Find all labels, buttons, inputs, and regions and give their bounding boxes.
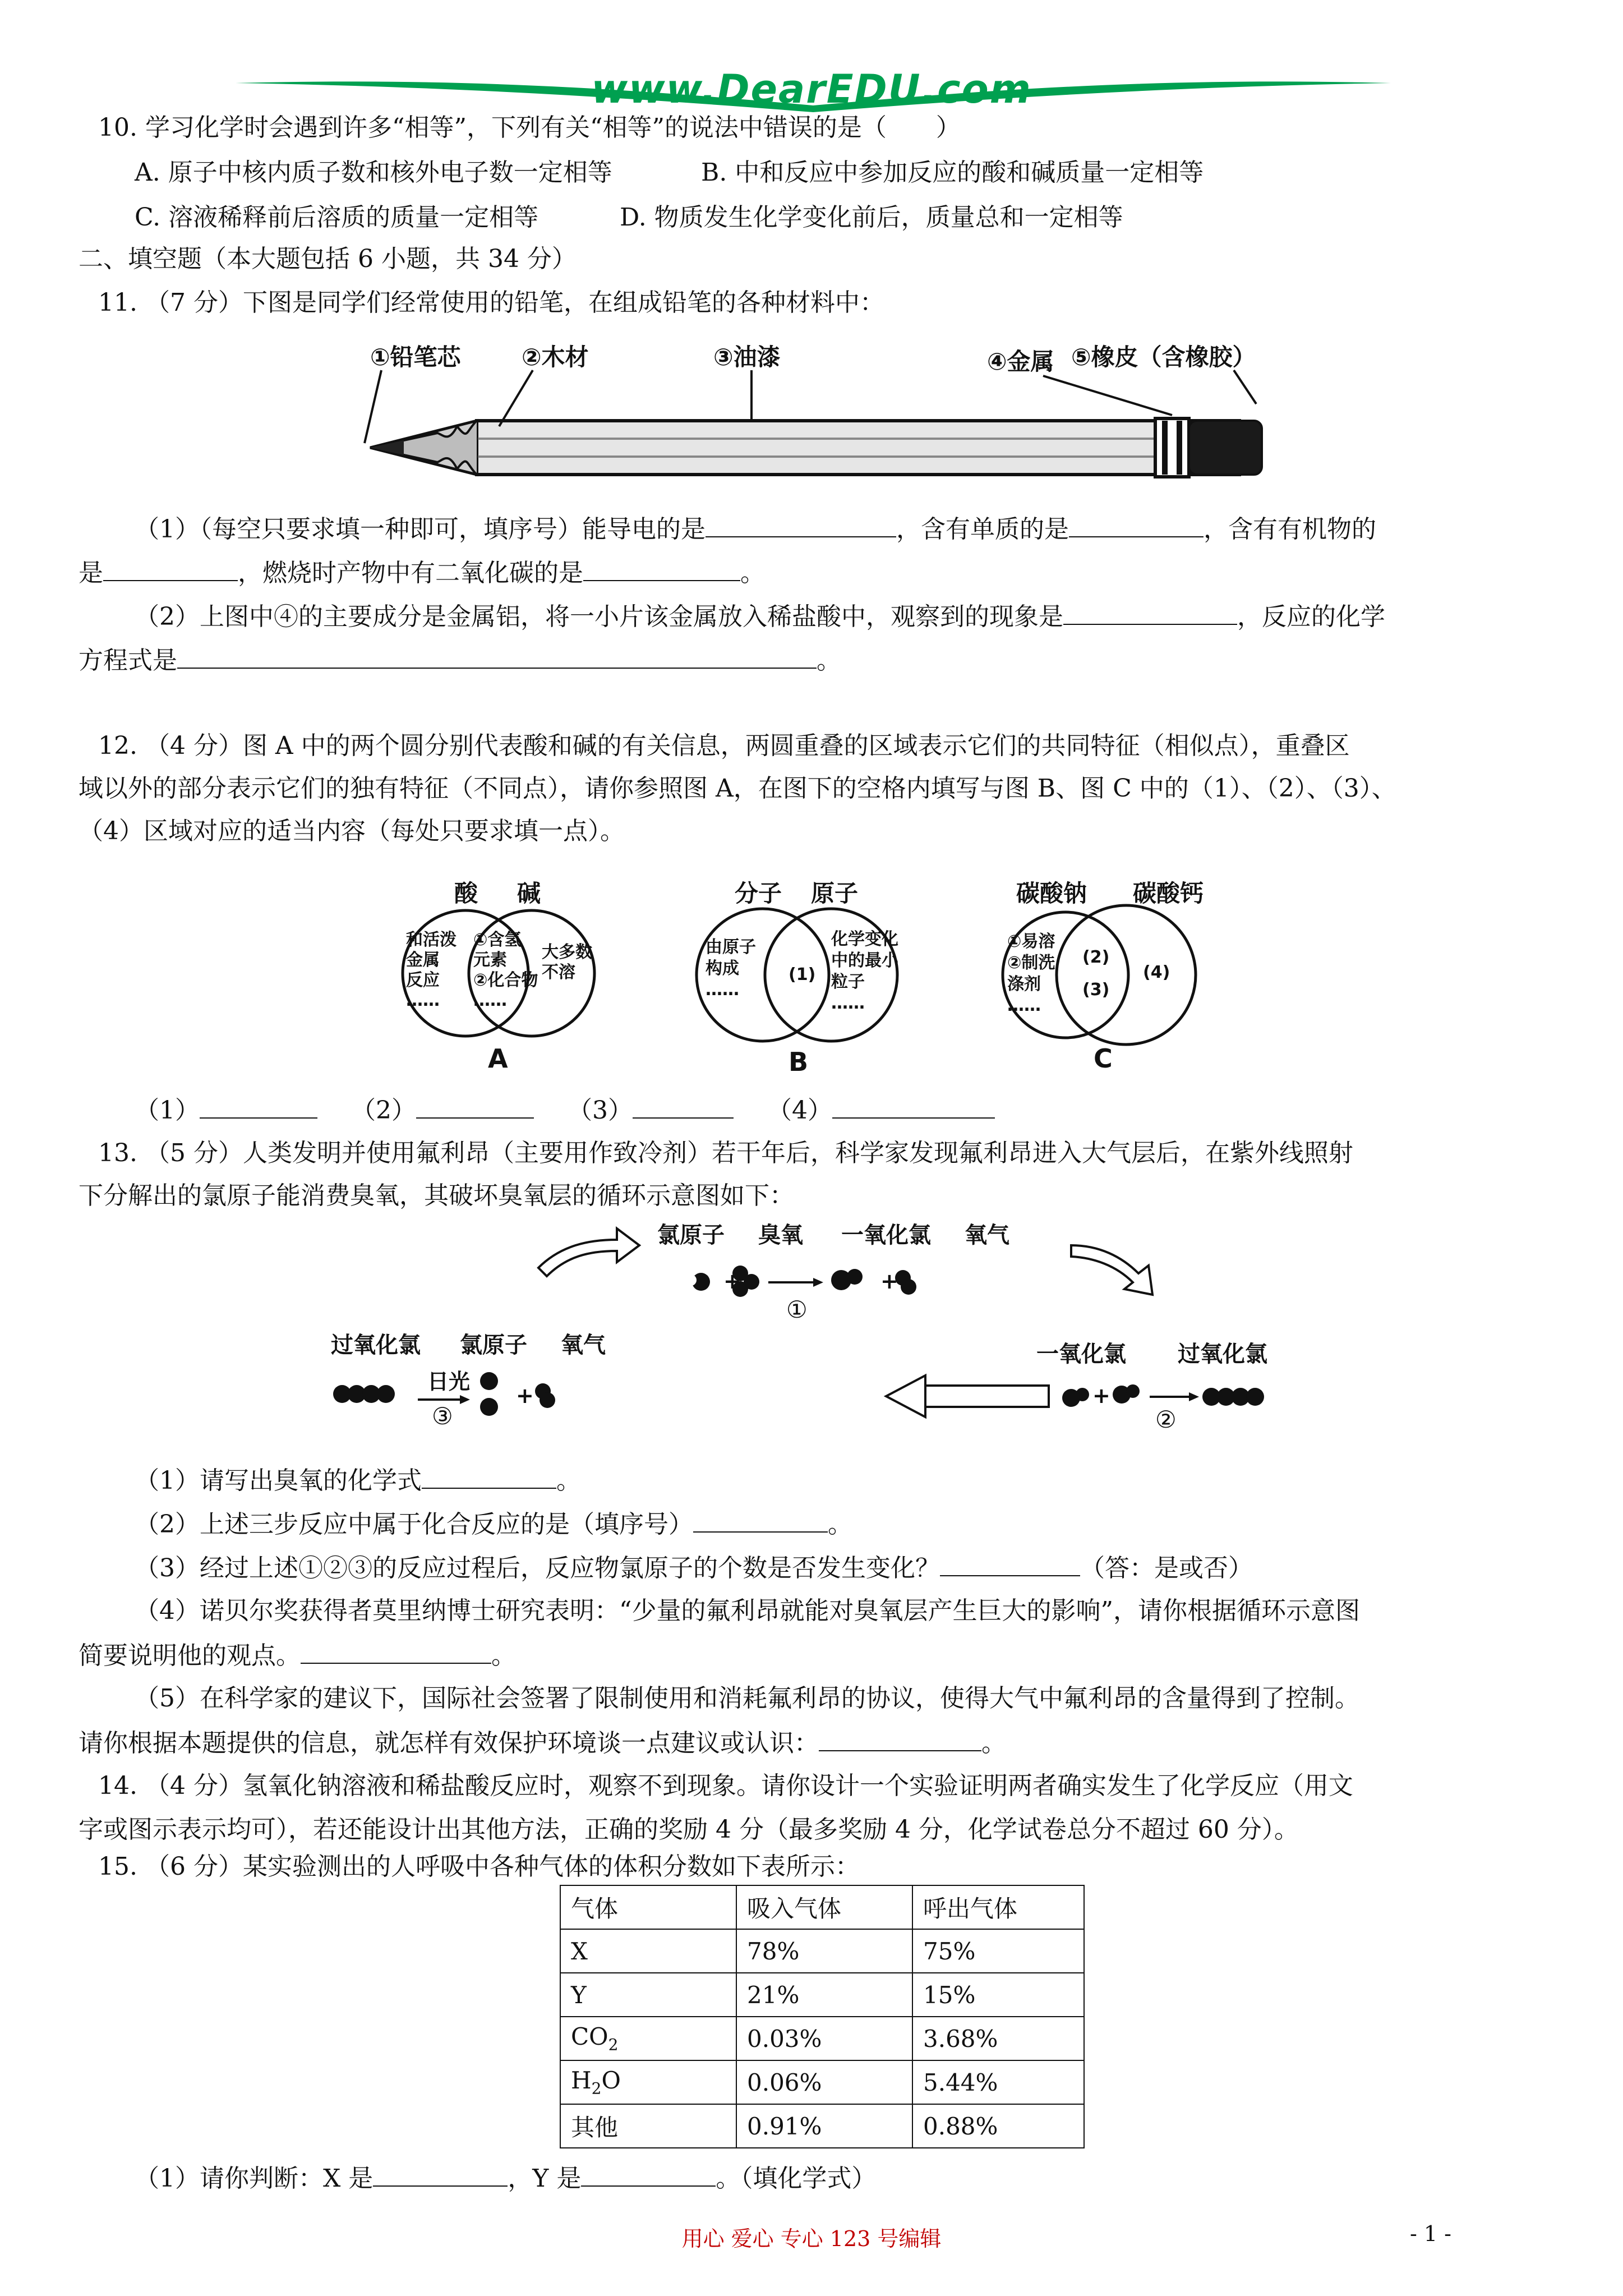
venn-diagram-c: [993, 875, 1228, 1083]
answer-blank[interactable]: [422, 1463, 556, 1489]
q11-part2-text-d: 。: [817, 646, 841, 675]
q13-part3: [135, 1550, 1253, 1585]
table-cell-gas: $H_2O$: [560, 2060, 736, 2104]
q11-part1-text-d: 是: [79, 559, 103, 587]
venn-c-right-text: (4): [1143, 963, 1170, 982]
q11-part1-text-e: ，燃烧时产物中有二氧化碳的是: [238, 559, 583, 587]
pencil-label-eraser: ⑤橡皮（含橡胶）: [1071, 343, 1256, 371]
venn-a-middle-text: ①含氢 元素 ②化合物 ……: [473, 930, 538, 1010]
label-chlorine-peroxide-left: 过氧化氯: [331, 1332, 421, 1358]
ozone-cycle-figure: [325, 1217, 1312, 1453]
table-cell-exhaled: 0.88%: [912, 2104, 1084, 2148]
q12-answer-line: [135, 1093, 995, 1128]
q13-part1-text: （1）请写出臭氧的化学式: [135, 1466, 422, 1495]
q10-option-c: C. 溶液稀释前后溶质的质量一定相等: [135, 203, 539, 232]
venn-c-middle-text: (2) (3): [1082, 947, 1110, 1000]
venn-a-right-text: 大多数 不溶: [542, 942, 592, 982]
plus-sign: +: [723, 1269, 741, 1294]
label-chlorine-monoxide-right: 一氧化氯: [1036, 1341, 1126, 1367]
table-cell-exhaled: 75%: [912, 1929, 1084, 1973]
pencil-label-wood: ②木材: [522, 343, 589, 371]
q13-part5-end: 。: [981, 1729, 1006, 1757]
q14-line1: 14. （4 分）氢氧化钠溶液和稀盐酸反应时，观察不到现象。请你设计一个实验证明两者确实发生了化学反应（用文: [98, 1772, 1353, 1800]
pencil-label-lead: ①铅笔芯: [370, 343, 461, 371]
venn-c-right-title: 碳酸钙: [1133, 880, 1204, 907]
table-row: [560, 1929, 1084, 1973]
q12-answer-label-2: （2）: [351, 1096, 416, 1125]
table-header-row: [560, 1885, 1084, 1929]
q13-part2-end: 。: [828, 1510, 852, 1539]
q13-part2-text: （2）上述三步反应中属于化合反应的是（填序号）: [135, 1510, 693, 1539]
table-cell-inhaled: 78%: [736, 1929, 912, 1973]
answer-blank[interactable]: [416, 1093, 534, 1119]
label-chlorine-atom-left: 氯原子: [460, 1332, 527, 1358]
label-sunlight: 日光: [427, 1369, 471, 1394]
q15-part1-text-b: ，Y 是: [508, 2164, 582, 2193]
q14-line2: 字或图示表示均可），若还能设计出其他方法，正确的奖励 4 分（最多奖励 4 分，化学试卷总分不超过 60 分）。: [79, 1815, 1299, 1844]
q13-part1: [135, 1463, 581, 1498]
answer-blank[interactable]: [1063, 599, 1237, 625]
table-row: [560, 2060, 1084, 2104]
answer-blank[interactable]: [301, 1638, 491, 1664]
page-number: - 1 -: [1409, 2221, 1451, 2246]
footer-text: 用心 爱心 专心 123 号编辑: [681, 2226, 942, 2251]
answer-blank[interactable]: [633, 1093, 734, 1119]
q15-part1: [135, 2161, 876, 2196]
answer-blank[interactable]: [940, 1550, 1080, 1576]
venn-b-left-title: 分子: [735, 880, 782, 907]
answer-blank[interactable]: [583, 555, 740, 581]
q13-line2: 下分解出的氯原子能消费臭氧，其破坏臭氧层的循环示意图如下：: [79, 1181, 794, 1210]
venn-c-left-text: ①易溶 ②制洗 涤剂 ……: [1007, 932, 1055, 1015]
plus-sign: +: [1092, 1383, 1110, 1408]
table-header-cell: 呼出气体: [912, 1885, 1084, 1929]
venn-a-right-title: 碱: [517, 880, 541, 907]
step-2-marker: ②: [1155, 1406, 1177, 1433]
q15-stem: 15. （6 分）某实验测出的人呼吸中各种气体的体积分数如下表所示：: [98, 1852, 860, 1881]
q11-part1-text-f: 。: [740, 559, 765, 587]
label-oxygen-top: 氧气: [965, 1222, 1009, 1248]
q12-answer-label-1: （1）: [135, 1096, 200, 1125]
answer-blank[interactable]: [581, 2161, 716, 2187]
label-chlorine-monoxide-top: 一氧化氯: [841, 1222, 931, 1248]
table-row: [560, 2104, 1084, 2148]
table-cell-gas: 其他: [560, 2104, 736, 2148]
venn-b-label: B: [789, 1047, 809, 1077]
q13-part4-end: 。: [491, 1641, 516, 1670]
q12-line1: 12. （4 分）图 A 中的两个圆分别代表酸和碱的有关信息，两圆重叠的区域表示它们的共同特征（相似点），重叠区: [98, 731, 1350, 760]
table-cell-inhaled: 0.03%: [736, 2017, 912, 2060]
table-header-cell: 吸入气体: [736, 1885, 912, 1929]
q15-part1-text-a: （1）请你判断：X 是: [135, 2164, 374, 2193]
plus-sign: +: [516, 1383, 534, 1408]
pencil-figure: [359, 337, 1312, 494]
q13-part5-text: 请你根据本题提供的信息，就怎样有效保护环境谈一点建议或认识：: [79, 1729, 819, 1757]
venn-diagram-b: [684, 875, 920, 1083]
q13-part3-end: （答：是或否）: [1080, 1554, 1253, 1582]
table-row: [560, 1973, 1084, 2017]
label-chlorine-atom-top: 氯原子: [657, 1222, 725, 1248]
table-cell-inhaled: 21%: [736, 1973, 912, 2017]
venn-b-right-title: 原子: [811, 880, 859, 907]
q12-answer-label-3: （3）: [568, 1096, 633, 1125]
q11-part2-text-b: ，反应的化学: [1237, 602, 1385, 631]
q13-part2: [135, 1507, 852, 1542]
venn-b-right-text: 化学变化 中的最小 粒子 ……: [831, 930, 898, 1013]
answer-blank[interactable]: [373, 2161, 508, 2187]
q11-part2-text-c: 方程式是: [79, 646, 177, 675]
q10-option-d: D. 物质发生化学变化前后，质量总和一定相等: [620, 203, 1123, 232]
q10-option-b: B. 中和反应中参加反应的酸和碱质量一定相等: [701, 158, 1204, 187]
q10-option-a: A. 原子中核内质子数和核外电子数一定相等: [135, 158, 612, 187]
table-cell-gas: Y: [560, 1973, 736, 2017]
table-cell-gas: X: [560, 1929, 736, 1973]
table-cell-exhaled: 5.44%: [912, 2060, 1084, 2104]
venn-a-label: A: [488, 1043, 508, 1074]
step-3-marker: ③: [432, 1402, 453, 1430]
table-cell-exhaled: 3.68%: [912, 2017, 1084, 2060]
q11-part2-text-a: （2）上图中④的主要成分是金属铝，将一小片该金属放入稀盐酸中，观察到的现象是: [135, 602, 1063, 631]
q13-part4-line2: [79, 1638, 516, 1673]
answer-blank[interactable]: [103, 555, 238, 581]
label-oxygen-left: 氧气: [561, 1332, 606, 1358]
q11-part2-line1: [135, 599, 1385, 634]
answer-blank[interactable]: [1069, 512, 1204, 537]
q13-part4-line1: （4）诺贝尔奖获得者莫里纳博士研究表明：“少量的氟利昂就能对臭氧层产生巨大的影响”，请你根据循环示意图: [135, 1596, 1360, 1625]
q10-stem: 10. 学习化学时会遇到许多“相等”，下列有关“相等”的说法中错误的是（ ）: [98, 113, 961, 142]
site-logo: www.DearEDU.com: [591, 66, 1032, 112]
q15-part1-text-c: 。（填化学式）: [716, 2164, 877, 2193]
step-1-marker: ①: [786, 1296, 808, 1323]
table-cell-exhaled: 15%: [912, 1973, 1084, 2017]
q12-answer-label-4: （4）: [767, 1096, 832, 1125]
answer-blank[interactable]: [819, 1726, 981, 1751]
answer-blank[interactable]: [200, 1093, 317, 1119]
q11-part1-line1: [135, 512, 1376, 546]
table-cell-inhaled: 0.06%: [736, 2060, 912, 2104]
q13-part5-line2: [79, 1726, 1006, 1760]
label-ozone: 臭氧: [758, 1222, 803, 1248]
q11-part1-line2: [79, 555, 765, 590]
venn-diagram-a: [393, 875, 606, 1083]
pencil-label-metal: ④金属: [987, 348, 1054, 375]
label-chlorine-peroxide-right: 过氧化氯: [1178, 1341, 1267, 1367]
q11-part1-text-b: ，含有单质的是: [896, 515, 1069, 544]
table-header-cell: 气体: [560, 1885, 736, 1929]
plus-sign: +: [880, 1269, 898, 1294]
table-cell-gas: $CO_2$: [560, 2017, 736, 2060]
pencil-label-paint: ③油漆: [713, 343, 781, 371]
answer-blank[interactable]: [177, 643, 817, 669]
q13-part1-end: 。: [556, 1466, 581, 1495]
answer-blank[interactable]: [693, 1507, 828, 1533]
q12-line3: （4）区域对应的适当内容（每处只要求填一点）。: [79, 817, 625, 845]
venn-b-middle-text: (1): [789, 965, 816, 984]
venn-a-left-text: 和活泼 金属 反应 ……: [406, 930, 457, 1010]
table-row: [560, 2017, 1084, 2060]
q13-part3-text: （3）经过上述①②③的反应过程后，反应物氯原子的个数是否发生变化？: [135, 1554, 940, 1582]
table-cell-inhaled: 0.91%: [736, 2104, 912, 2148]
q13-part5-line1: （5）在科学家的建议下，国际社会签署了限制使用和消耗氟利昂的协议，使得大气中氟利昂的含量得到了控制。: [135, 1684, 1359, 1713]
venn-b-left-text: 由原子 构成 ……: [706, 937, 756, 1000]
q11-part2-line2: [79, 643, 841, 678]
q11-stem: 11. （7 分）下图是同学们经常使用的铅笔，在组成铅笔的各种材料中：: [98, 288, 884, 317]
q11-part1-text-a: （1）（每空只要求填一种即可，填序号）能导电的是: [135, 515, 706, 544]
q13-line1: 13. （5 分）人类发明并使用氟利昂（主要用作致冷剂）若干年后，科学家发现氟利昂进入大气层后，在紫外线照射: [98, 1139, 1353, 1167]
q13-part4-text: 简要说明他的观点。: [79, 1641, 301, 1670]
venn-a-left-title: 酸: [454, 880, 478, 907]
q12-line2: 域以外的部分表示它们的独有特征（不同点），请你参照图 A，在图下的空格内填写与图 B、图 C 中的（1）、（2）、（3）、: [79, 774, 1396, 803]
answer-blank[interactable]: [706, 512, 896, 537]
section-title: 二、填空题（本大题包括 6 小题，共 34 分）: [79, 245, 577, 273]
q11-part1-text-c: ，含有有机物的: [1204, 515, 1376, 544]
venn-c-left-title: 碳酸钠: [1016, 880, 1087, 907]
gas-volume-table: [560, 1885, 1085, 2148]
venn-c-label: C: [1094, 1043, 1113, 1074]
answer-blank[interactable]: [832, 1093, 995, 1119]
